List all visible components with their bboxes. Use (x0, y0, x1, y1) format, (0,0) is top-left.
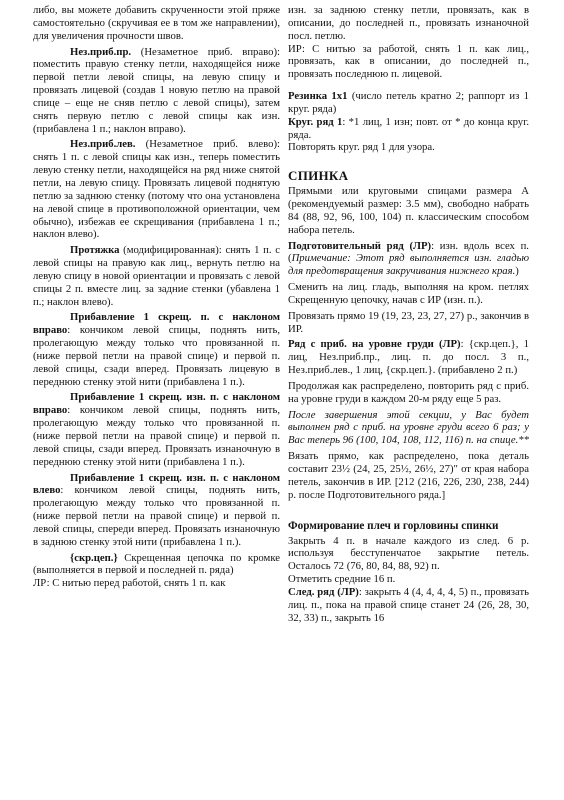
podgotovitelny-text: : изн. вдоль всех п. ( (288, 239, 529, 265)
smenit-paragraph: Сменить на лиц. гладь, выполняя на кром. петлях Скрещенную цепочку, начав с ИР (изн. п.). (288, 281, 529, 306)
ir-line: ИР: С нитью за работой, снять 1 п. как лиц., провязать, как в описании, до последней п., провязать последнюю п. лицевой. (288, 42, 529, 81)
rezinka-paragraph (288, 90, 529, 116)
ryad-prib-text: : {скр.цеп.}, 1 лиц, Нез.приб.пр., лиц. п. до посл. 3 п., Нез.приб.лев., 1 лиц, {скр.цеп.}. (прибавлено 2 п.) (288, 338, 529, 377)
prib-izn-lev-text: : кончиком левой спицы, поднять нить, пролегающую между только что провязанной п. (ниже первой петли на правой спице) и первой п. левой спицы, спереди вперед. Провязать изнаночную в заднюю стенку этой нити (прибавлена 1 п.). (33, 484, 280, 548)
protyazhka-text: (модифицированная): снять 1 п. с левой спицы на правую как лиц., вернуть петлю на левую спицу в новой ориентации и провязать с левой спицы 2 п. вместе лиц. за задние стенки (убавлена 1 п.; наклон влево). (33, 244, 280, 308)
prib-izn-pr-text: : кончиком левой спицы, поднять нить, пролегающую между только что провязанной п. (ниже первой петли на правой спице) и первой п. левой спицы, сзади вперед. Провязать изнаночную в переднюю стенку этой нити (прибавлена 1 п.). (33, 404, 280, 468)
podgotovitelny-note: Примечание: Этот ряд выполняется изн. гладью для предотвращения закручивания нижнего края. (288, 252, 529, 278)
prib-izn-pr-paragraph (33, 391, 280, 468)
nez-prib-lev-term: Нез.приб.лев. (70, 138, 136, 151)
skr-cep-paragraph (33, 552, 280, 578)
nez-prib-pr-paragraph (33, 46, 280, 136)
povtor-line: Повторять круг. ряд 1 для узора. (288, 141, 435, 154)
sled-ryad-paragraph (288, 586, 529, 625)
spinka-intro: Прямыми или круговыми спицами размера А (рекомендуемый размер: 3.5 мм), свободно набрать 84 (88, 92, 96, 100, 104) п. классическим способом набора петель. (288, 185, 529, 236)
vyazat-paragraph: Вязать прямо, как распределено, пока деталь составит 23½ (24, 25, 25½, 26½, 27)" от края набора петель, закончив в ИР. [212 (216, 226, 230, 238, 244) р. после Подготовительного ряда.] (288, 450, 529, 501)
provyazat-paragraph: Провязать прямо 19 (19, 23, 23, 27, 27) р., закончив в ИР. (288, 309, 529, 335)
skr-cep-term: {скр.цеп.} (70, 551, 118, 564)
posle-text: После завершения этой секции, у Вас будет выполнен ряд с приб. на уровне груди всего 6 раз; у Вас теперь 96 (100, 104, 108, 112, 116) п. на спице.** (288, 408, 529, 447)
prib-izn-lev-term: Прибавление 1 скрещ. изн. п. с наклоном влево (33, 471, 280, 497)
prib-pr-paragraph (33, 311, 280, 388)
prib-izn-pr-term: Прибавление 1 скрещ. изн. п. с наклоном вправо (33, 391, 280, 417)
podgotovitelny-paragraph (288, 240, 529, 279)
right-column (288, 4, 529, 624)
posle-paragraph (288, 409, 529, 448)
nez-prib-lev-paragraph (33, 138, 280, 241)
sled-ryad-term: След. ряд (ЛР) (288, 585, 359, 598)
prib-pr-term: Прибавление 1 скрещ. п. с наклоном вправо (33, 311, 280, 337)
prib-izn-lev-paragraph (33, 472, 280, 549)
krug-ryad-paragraph (288, 116, 529, 142)
krug-ryad-term: Круг. ряд 1 (288, 115, 343, 128)
sled-ryad-text: : закрыть 4 (4, 4, 4, 4, 5) п., провязать лиц. п., пока на правой спице станет 24 (26, 28, 30, 32, 33) п., закрыть 16 (288, 585, 529, 624)
zakryt-paragraph: Закрыть 4 п. в начале каждого из след. 6 р. используя бесступенчатое закрытие петель. Осталось 72 (76, 80, 84, 88, 92) п. (288, 534, 529, 573)
prodolzhaya-paragraph: Продолжая как распределено, повторить ряд с приб. на уровне груди в каждом 20-м ряду еще 5 раз. (288, 379, 529, 405)
formirovanie-heading: Формирование плеч и горловины спинки (288, 519, 499, 532)
intro-paragraph: либо, вы можете добавить скрученности этой пряже самостоятельно (скручивая ее в том же направлении), для увеличения прочности швов. (33, 4, 280, 42)
ryad-prib-term: Ряд с приб. на уровне груди (ЛР) (288, 338, 461, 351)
protyazhka-paragraph (33, 244, 280, 308)
krug-ryad-text: : *1 лиц, 1 изн; повт. от * до конца круг. ряда. (288, 115, 529, 141)
rezinka-text: (число петель кратно 2; раппорт из 1 круг. ряда) (288, 90, 529, 115)
podgotovitelny-close: ) (515, 265, 519, 278)
podgotovitelny-term: Подготовительный ряд (ЛР) (288, 239, 432, 252)
spinka-heading: СПИНКА (288, 168, 349, 184)
protyazhka-term: Протяжка (70, 244, 120, 257)
nez-prib-pr-text: (Незаметное приб. вправо): поместить правую стенку петли, находящейся ниже первой петли левой спицы, на левую спицу и провязать лицевой (создав 1 новую петлю на правой спице – еще не сняв петлю с левой спицы), затем снять первую петлю с левой спицы как изн. (прибавлена 1 п.; наклон вправо). (33, 45, 280, 135)
nez-prib-pr-term: Нез.приб.пр. (70, 45, 132, 58)
left-column (33, 4, 280, 590)
lr-line: ЛР: С нитью перед работой, снять 1 п. как (33, 577, 226, 590)
rezinka-term: Резинка 1х1 (288, 90, 348, 103)
ryad-prib-paragraph (288, 338, 529, 377)
nez-prib-lev-text: (Незаметное приб. влево): снять 1 п. с левой спицы как изн., теперь поместить левую стенку петли, находящейся на ряд ниже снятой петли, на левую спицу. Провязать лицевой поднятую петлю за заднюю стенку (потому что она установлена на левой спице в противоположной ориентации, чем обычно), избежав ее скрещивания (прибавлена 1 п.; наклон влево). (33, 138, 280, 241)
otmetit-line: Отметить средние 16 п. (288, 573, 396, 586)
continuation-paragraph: изн. за заднюю стенку петли, провязать, как в описании, до последней п., провязать изнаночной посл. петлю. (288, 4, 529, 42)
prib-pr-text: : кончиком левой спицы, поднять нить, пролегающую между только что провязанной п. (ниже первой петли на правой спице) и первой п. левой спицы, сзади вперед. Провязать лицевую в переднюю стенку этой нити (прибавлена 1 п.). (33, 324, 280, 388)
skr-cep-text: Скрещенная цепочка по кромке (выполняется в первой и последней п. ряда) (33, 551, 280, 577)
